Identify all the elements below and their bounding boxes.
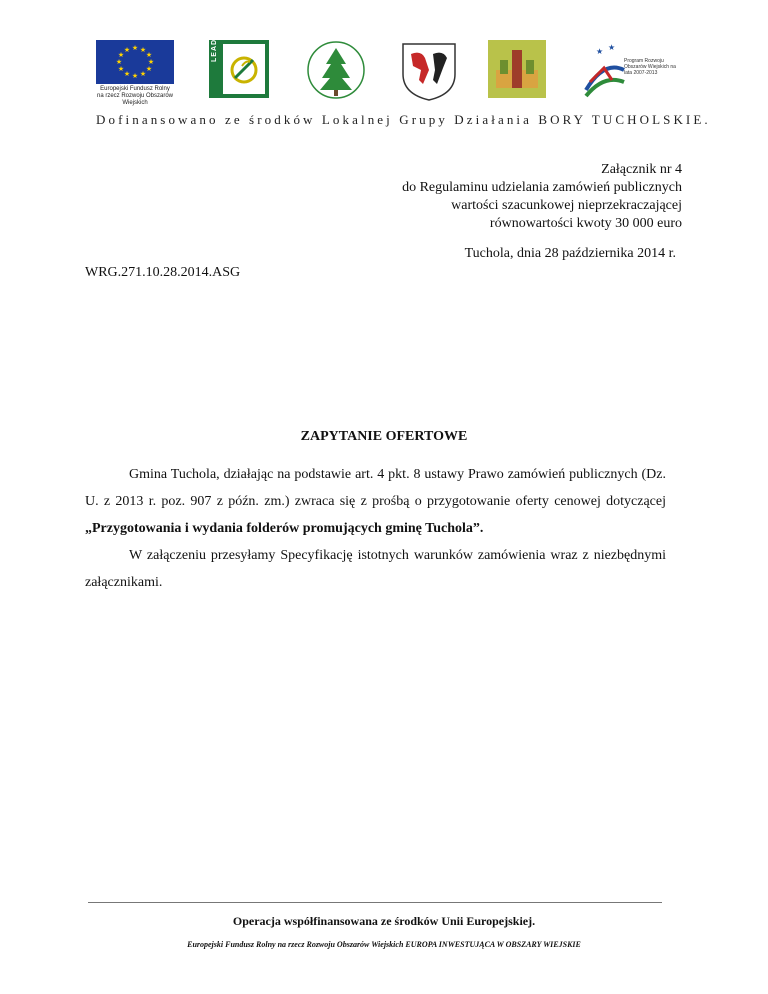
footer-fund: Europejski Fundusz Rolny na rzecz Rozwoju Obszarów Wiejskich EUROPA INWESTUJĄCA W OBSZARY WIEJSKIE [187, 940, 581, 949]
svg-text:★: ★ [123, 46, 131, 54]
paragraph-attachments: W załączeniu przesyłamy Specyfikację istotnych warunków zamówienia wraz z niezbędnymi załącznikami. [85, 548, 666, 590]
leader-logo [209, 22, 269, 98]
svg-text:★: ★ [131, 72, 139, 80]
annex-block [402, 161, 682, 233]
footer-divider [88, 902, 662, 903]
document-body [85, 461, 666, 596]
annex-line: równowartości kwoty 30 000 euro [489, 216, 682, 231]
cofinancing-line: Dofinansowano ze środków Lokalnej Grupy Działania BORY TUCHOLSKIE. [96, 112, 711, 127]
svg-text:★: ★ [596, 47, 604, 56]
paragraph-request [85, 461, 666, 542]
svg-text:★: ★ [139, 46, 147, 54]
svg-text:★: ★ [117, 51, 125, 59]
date-line: Tuchola, dnia 28 października 2014 r. [464, 246, 676, 261]
svg-text:★: ★ [145, 65, 153, 73]
annex-line: Załącznik nr 4 [601, 162, 682, 177]
eu-flag-icon [96, 40, 174, 84]
header-logos [96, 22, 676, 106]
svg-text:★: ★ [145, 51, 153, 59]
document-title: ZAPYTANIE OFERTOWE [300, 429, 468, 444]
svg-text:★: ★ [608, 43, 616, 52]
gmina-logo [488, 40, 546, 98]
coat-of-arms-logo [399, 40, 459, 102]
annex-line: wartości szacunkowej nieprzekraczającej [451, 198, 682, 213]
prow-text: Program Rozwoju Obszarów Wiejskich na lata 2007-2013 [624, 58, 676, 76]
subject-bold: „Przygotowania i wydania folderów promujących gminę Tuchola”. [85, 521, 484, 536]
reference-number: WRG.271.10.28.2014.ASG [85, 265, 241, 280]
svg-text:★: ★ [123, 70, 131, 78]
eu-flag-logo [96, 40, 174, 107]
eu-caption: Europejski Fundusz Rolny na rzecz Rozwoju Obszarów Wiejskich [96, 86, 174, 106]
svg-text:★: ★ [117, 65, 125, 73]
svg-text:★: ★ [115, 58, 123, 66]
svg-text:★: ★ [147, 58, 155, 66]
svg-text:★: ★ [131, 44, 139, 52]
footer-operation: Operacja współfinansowana ze środków Unii Europejskiej. [232, 914, 536, 928]
annex-line: do Regulaminu udzielania zamówień publicznych [402, 180, 682, 195]
leader-text: LEADER+ [211, 22, 218, 62]
svg-text:★: ★ [139, 70, 147, 78]
prow-logo [584, 40, 676, 98]
paragraph-text: Gmina Tuchola, działając na podstawie art. 4 pkt. 8 ustawy Prawo zamówień publicznych (Dz. U. z 2013 r. poz. 907 z późn. zm.) zwraca się z prośbą o przygotowanie oferty cenowej dotyczącej [85, 467, 666, 509]
lgd-bory-tucholskie-logo [304, 40, 368, 102]
